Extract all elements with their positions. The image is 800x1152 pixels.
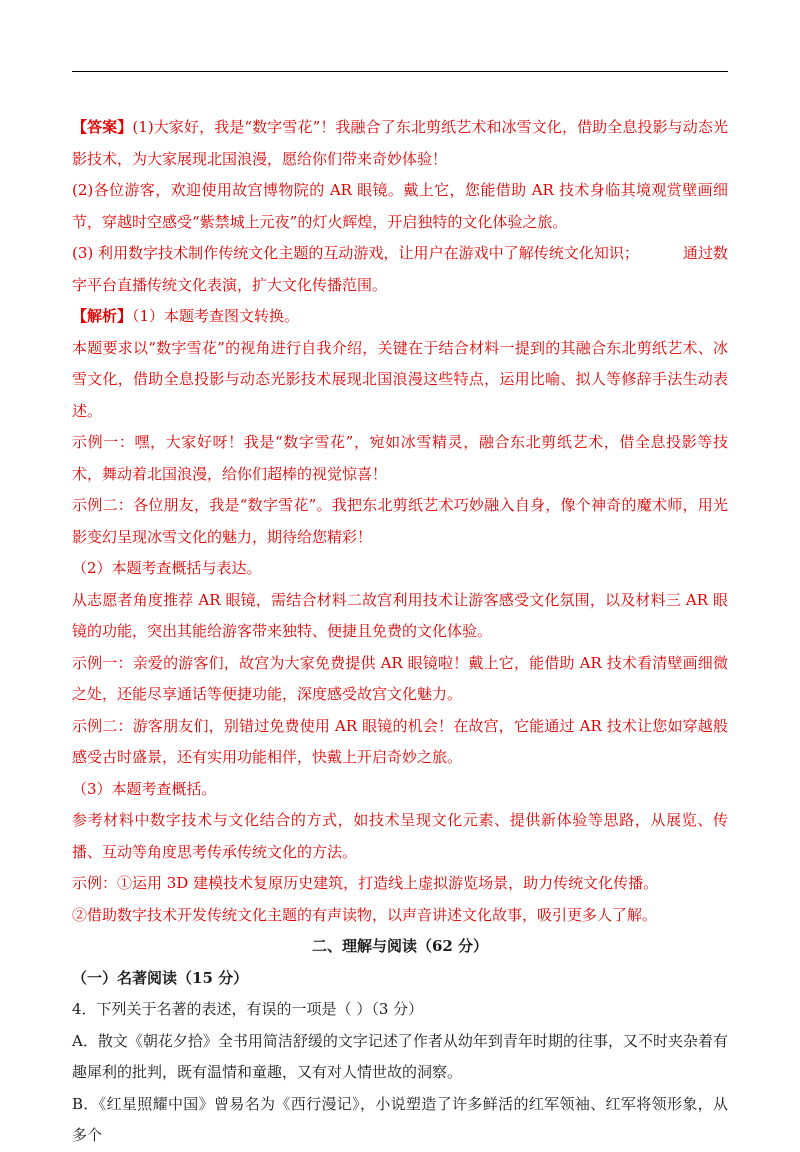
question-4: 4．下列关于名著的表述，有误的一项是（ ）（3 分） (72, 1000, 424, 1018)
answer-text-1: (1)大家好，我是“数字雪花”！我融合了东北剪纸艺术和冰雪文化，借助全息投影与动态光影技术，为大家展现北国浪漫，愿给你们带来奇妙体验！ (72, 118, 728, 168)
analysis-q2-title: （2）本题考查概括与表达。 (72, 559, 262, 577)
answer-text-3a: (3) 利用数字技术制作传统文化主题的互动游戏，让用户在游戏中了解传统文化知识； (72, 244, 639, 262)
answer-paragraph-2: (2)各位游客，欢迎使用故宫博物院的 AR 眼镜。戴上它，您能借助 AR 技术身临其境观赏壁画细节，穿越时空感受“紫禁城上元夜”的灯火辉煌，开启独特的文化体验之旅。 (72, 181, 728, 231)
answer-paragraph-3 (72, 238, 728, 301)
analysis-q2-body: 从志愿者角度推荐 AR 眼镜，需结合材料二故宫利用技术让游客感受文化氛围，以及材料三 AR 眼镜的功能，突出其能给游客带来独特、便捷且免费的文化体验。 (72, 590, 728, 640)
analysis-paragraph-1 (72, 301, 728, 333)
analysis-q2-example-1: 示例一：亲爱的游客们，故宫为大家免费提供 AR 眼镜啦！戴上它，能借助 AR 技术看清壁画细微之处，还能尽享通话等便捷功能，深度感受故宫文化魅力。 (72, 653, 728, 703)
analysis-q1-example-1: 示例一：嘿，大家好呀！我是“数字雪花”，宛如冰雪精灵，融合东北剪纸艺术，借全息投影等技术，舞动着北国浪漫，给你们超棒的视觉惊喜！ (72, 433, 728, 483)
analysis-q1-title: （1）本题考查图文转换。 (132, 307, 300, 325)
subsection-title: （一）名著阅读（15 分） (72, 968, 249, 987)
analysis-q1-body: 本题要求以“数字雪花”的视角进行自我介绍，关键在于结合材料一提到的其融合东北剪纸艺术、冰雪文化，借助全息投影与动态光影技术展现北国浪漫这些特点，运用比喻、拟人等修辞手法生动表述。 (72, 338, 728, 420)
answer-label: 【答案】 (72, 118, 133, 136)
answer-paragraph-1 (72, 112, 728, 175)
analysis-q3-example-2: ②借助数字技术开发传统文化主题的有声读物，以声音讲述文化故事，吸引更多人了解。 (72, 905, 658, 924)
document-body (72, 112, 728, 1152)
section-title: 二、理解与阅读（62 分） (311, 937, 489, 955)
analysis-label: 【解析】 (72, 307, 133, 325)
analysis-q2-example-2: 示例二：游客朋友们，别错过免费使用 AR 眼镜的机会！在故宫，它能通过 AR 技术让您如穿越般感受古时盛景，还有实用功能相伴，快戴上开启奇妙之旅。 (72, 716, 728, 766)
analysis-q3-title: （3）本题考查概括。 (72, 779, 217, 798)
option-a: A．散文《朝花夕拾》全书用简洁舒缓的文字记述了作者从幼年到青年时期的往事，又不时夹杂着有趣犀利的批判，既有温情和童趣，又有对人情世故的洞察。 (72, 1031, 728, 1081)
analysis-q3-example-1: 示例：①运用 3D 建模技术复原历史建筑，打造线上虚拟游览场景，助力传统文化传播。 (72, 874, 659, 892)
header-rule (72, 71, 728, 72)
analysis-q1-example-2: 示例二：各位朋友，我是“数字雪花”。我把东北剪纸艺术巧妙融入自身，像个神奇的魔术师，用光影变幻呈现冰雪文化的魅力，期待给您精彩！ (72, 496, 728, 546)
answer-text-3b: 通过数字平台直播传统文化表演，扩大文化传播范围。 (72, 244, 728, 294)
option-b: B．《红星照耀中国》曾易名为《西行漫记》，小说塑造了许多鲜活的红军领袖、红军将领形象，从多个 (72, 1094, 728, 1144)
analysis-q3-body: 参考材料中数字技术与文化结合的方式，如技术呈现文化元素、提供新体验等思路，从展览、传播、互动等角度思考传承传统文化的方法。 (72, 811, 728, 861)
